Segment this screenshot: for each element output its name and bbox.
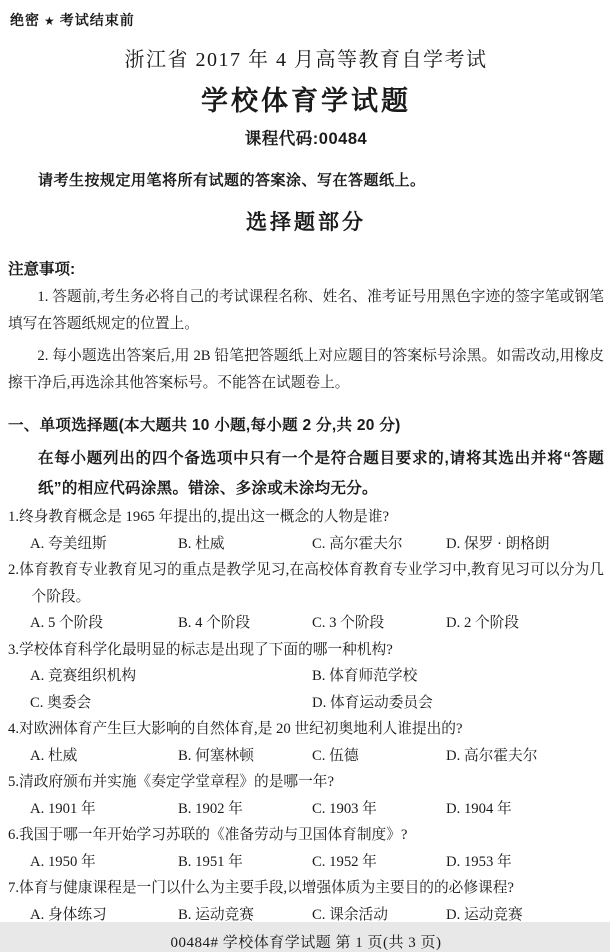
- secrecy-label: [10, 10, 604, 30]
- option-b: B. 体育师范学校: [312, 668, 418, 684]
- question-7-options: [30, 902, 604, 929]
- general-instruction: 请考生按规定用笔将所有试题的答案涂、写在答题纸上。: [38, 172, 426, 189]
- option-a: A. 1901 年: [30, 800, 96, 817]
- notes-heading: 注意事项:: [8, 261, 76, 278]
- question-6-options: [30, 849, 604, 876]
- section-title: 选择题部分: [246, 211, 366, 234]
- option-d: D. 1904 年: [446, 800, 512, 817]
- option-c: C. 1903 年: [312, 800, 377, 817]
- note-item-2: 2. 每小题选出答案后,用 2B 铅笔把答题纸上对应题目的答案标号涂黑。如需改动,用橡皮擦干净后,再选涂其他答案标号。不能答在试题卷上。: [8, 348, 604, 391]
- option-d: D. 体育运动委员会: [312, 694, 433, 711]
- option-c: C. 3 个阶段: [312, 615, 385, 631]
- option-d: D. 保罗 · 朗格朗: [446, 535, 550, 552]
- question-text: 4.对欧洲体育产生巨大影响的自然体育,是 20 世纪初奥地利人谁提出的?: [8, 721, 463, 737]
- option-d: D. 高尔霍夫尔: [446, 747, 538, 764]
- option-b: B. 杜威: [178, 535, 225, 552]
- question-text: 2.体育教育专业教育见习的重点是教学见习,在高校体育教育专业学习中,教育见习可以分为几个阶段。: [8, 562, 604, 605]
- question-6: [8, 822, 604, 875]
- question-text: 6.我国于哪一年开始学习苏联的《准备劳动与卫国体育制度》?: [8, 827, 408, 843]
- question-4: [8, 716, 604, 769]
- option-c: C. 伍德: [312, 747, 359, 764]
- option-b: B. 4 个阶段: [178, 615, 251, 631]
- secrecy-suffix: 考试结束前: [59, 12, 135, 28]
- secrecy-prefix: 绝密: [10, 12, 40, 28]
- question-text: 3.学校体育科学化最明显的标志是出现了下面的哪一种机构?: [8, 641, 393, 658]
- option-a: A. 杜威: [30, 747, 78, 764]
- option-b: B. 何塞林顿: [178, 747, 254, 764]
- question-1: [8, 504, 604, 557]
- question-5: [8, 769, 604, 822]
- question-4-options: [30, 743, 604, 770]
- question-5-options: [30, 796, 604, 823]
- option-c: C. 奥委会: [30, 694, 92, 711]
- option-a: A. 夸美纽斯: [30, 535, 107, 552]
- part-one-heading: 一、单项选择题(本大题共 10 小题,每小题 2 分,共 20 分): [8, 417, 401, 434]
- option-b: B. 1902 年: [178, 800, 243, 817]
- question-3: [8, 637, 604, 717]
- option-b: B. 运动竞赛: [178, 906, 254, 923]
- question-text: 1.终身教育概念是 1965 年提出的,提出这一概念的人物是谁?: [8, 509, 390, 525]
- option-a: A. 1950 年: [30, 853, 96, 870]
- part-one-instructions: 在每小题列出的四个备选项中只有一个是符合题目要求的,请将其选出并将“答题纸”的相应代码涂黑。错涂、多涂或未涂均无分。: [38, 450, 604, 497]
- page-footer: 00484# 学校体育学试题 第 1 页(共 3 页): [170, 935, 442, 951]
- question-1-options: [30, 531, 604, 558]
- question-7: [8, 875, 604, 928]
- question-2-options: [30, 610, 604, 637]
- question-text: 7.体育与健康课程是一门以什么为主要手段,以增强体质为主要目的的必修课程?: [8, 880, 514, 896]
- question-text: 5.清政府颁布并实施《奏定学堂章程》的是哪一年?: [8, 774, 334, 790]
- paper-title: 学校体育学试题: [201, 86, 411, 116]
- option-d: D. 1953 年: [446, 853, 512, 870]
- option-d: D. 2 个阶段: [446, 615, 520, 631]
- option-a: A. 竞赛组织机构: [30, 668, 137, 684]
- option-a: A. 身体练习: [30, 906, 107, 923]
- question-3-options: [30, 663, 604, 716]
- question-2: [8, 557, 604, 637]
- course-code: 课程代码:00484: [244, 130, 368, 148]
- option-c: C. 高尔霍夫尔: [312, 535, 403, 552]
- note-item-1: 1. 答题前,考生务必将自己的考试课程名称、姓名、准考证号用黑色字迹的签字笔或钢笔填写在答题纸规定的位置上。: [8, 289, 604, 332]
- option-a: A. 5 个阶段: [30, 615, 104, 631]
- option-c: C. 课余活动: [312, 906, 388, 923]
- option-c: C. 1952 年: [312, 853, 377, 870]
- star-icon: ★: [44, 14, 56, 28]
- exam-session-title: 浙江省 2017 年 4 月高等教育自学考试: [124, 49, 488, 71]
- option-d: D. 运动竞赛: [446, 906, 523, 923]
- option-b: B. 1951 年: [178, 853, 243, 870]
